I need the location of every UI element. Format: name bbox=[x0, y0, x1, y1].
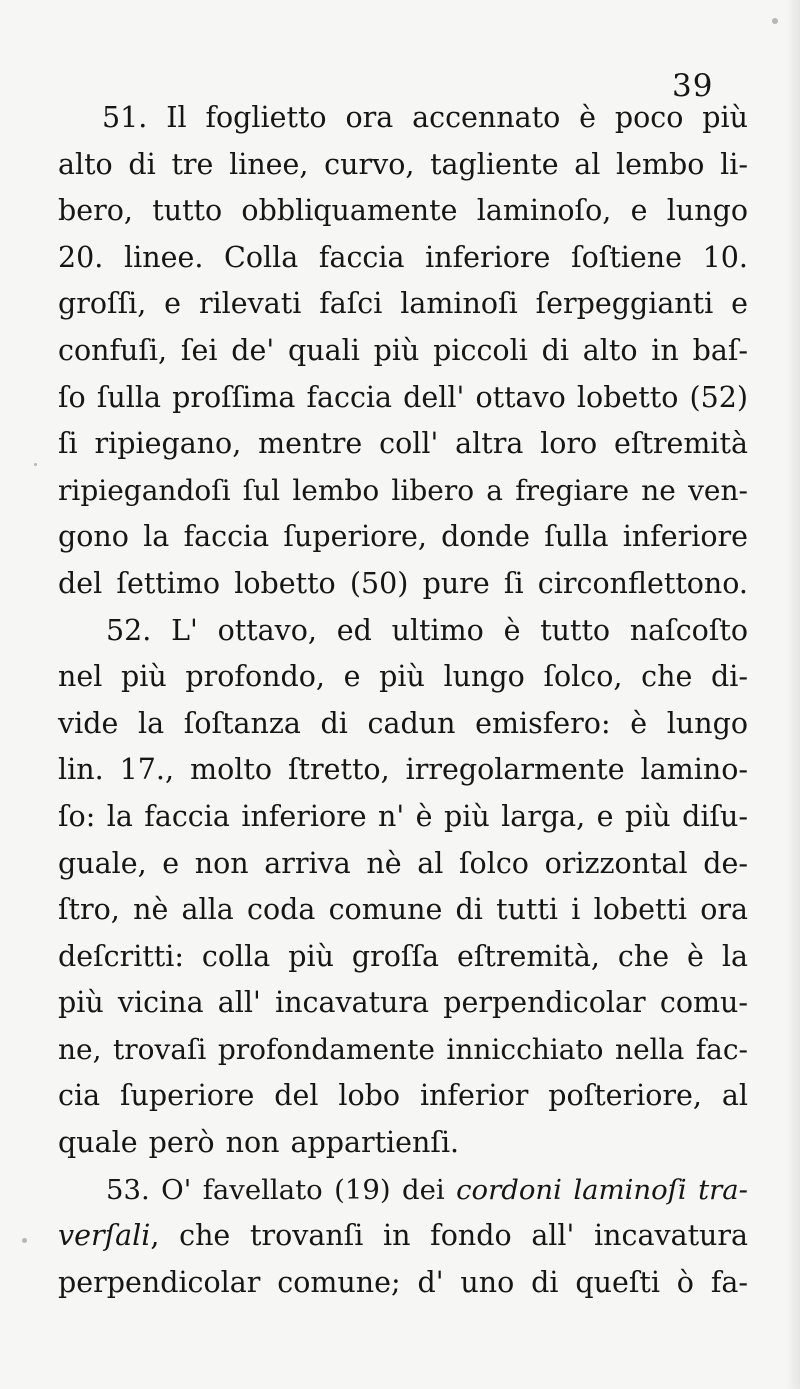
text-line: alto di tre linee, curvo, tagliente al lembo li- bbox=[58, 147, 748, 181]
text-line: groſſi, e rilevati faſci laminoſi ſerpeggianti e bbox=[58, 287, 748, 321]
text-line bbox=[58, 1167, 748, 1214]
italic-text-span: verſali bbox=[58, 1219, 151, 1253]
text-line: ſo ſulla proſſima faccia dell' ottavo lobetto (52) bbox=[58, 380, 748, 414]
text-line: ſo: la faccia inferiore n' è più larga, e più diſu- bbox=[58, 799, 748, 833]
text-line: perpendicolar comune; d' uno di queſti ò fa- bbox=[58, 1265, 748, 1299]
text-line: ſi ripiegano, mentre coll' altra loro eſtremità bbox=[58, 427, 748, 461]
text-line: 52. L' ottavo, ed ultimo è tutto naſcoſto bbox=[106, 613, 748, 647]
text-line: ne, trovaſi profondamente innicchiato nella fac- bbox=[58, 1032, 748, 1066]
text-line: 51. Il foglietto ora accennato è poco più bbox=[102, 101, 748, 134]
text-line: quale però non appartienſi. bbox=[58, 1126, 460, 1160]
text-line: cia ſuperiore del lobo inferior poſteriore, al bbox=[58, 1079, 748, 1113]
text-line: deſcritti: colla più groſſa eſtremità, che è la bbox=[58, 939, 748, 973]
text-line: del ſettimo lobetto (50) pure ſi circonflettono. bbox=[58, 566, 748, 600]
text-line: ripiegandoſi ſul lembo libero a fregiare ne ven- bbox=[58, 473, 748, 507]
text-line: vide la ſoſtanza di cadun emisfero: è lungo bbox=[58, 706, 748, 740]
body-text bbox=[58, 95, 748, 1306]
text-line: nel più profondo, e più lungo ſolco, che di- bbox=[58, 660, 748, 694]
paper-speck bbox=[34, 463, 37, 466]
text-line: più vicina all' incavatura perpendicolar comu- bbox=[58, 986, 748, 1020]
text-line: guale, e non arriva nè al ſolco orizzontal de- bbox=[58, 846, 748, 880]
text-line: lin. 17., molto ſtretto, irregolarmente lamino- bbox=[58, 753, 748, 787]
text-line: 20. linee. Colla faccia inferiore ſoſtiene 10. bbox=[58, 240, 748, 274]
text-line bbox=[58, 1213, 748, 1260]
text-span: , che trovanſi in fondo all' incavatura bbox=[150, 1219, 748, 1253]
paper-speck bbox=[772, 18, 778, 24]
paper-speck bbox=[22, 1238, 27, 1243]
page-edge-shadow bbox=[786, 0, 800, 1389]
text-line: confuſi, ſei de' quali più piccoli di alto in baſ- bbox=[58, 333, 748, 367]
text-span: 53. O' favellato (19) dei bbox=[106, 1173, 457, 1206]
text-line: gono la faccia ſuperiore, donde ſulla inferiore bbox=[58, 520, 748, 554]
paragraph-53 bbox=[58, 1167, 748, 1307]
italic-text-span: cordoni laminoſi tra- bbox=[456, 1173, 748, 1206]
text-line: bero, tutto obbliquamente laminoſo, e lungo bbox=[58, 194, 748, 228]
paragraphs-51-52 bbox=[58, 95, 748, 1167]
text-line: ſtro, nè alla coda comune di tutti i lobetti ora bbox=[58, 893, 748, 927]
page-number: 39 bbox=[672, 68, 714, 104]
